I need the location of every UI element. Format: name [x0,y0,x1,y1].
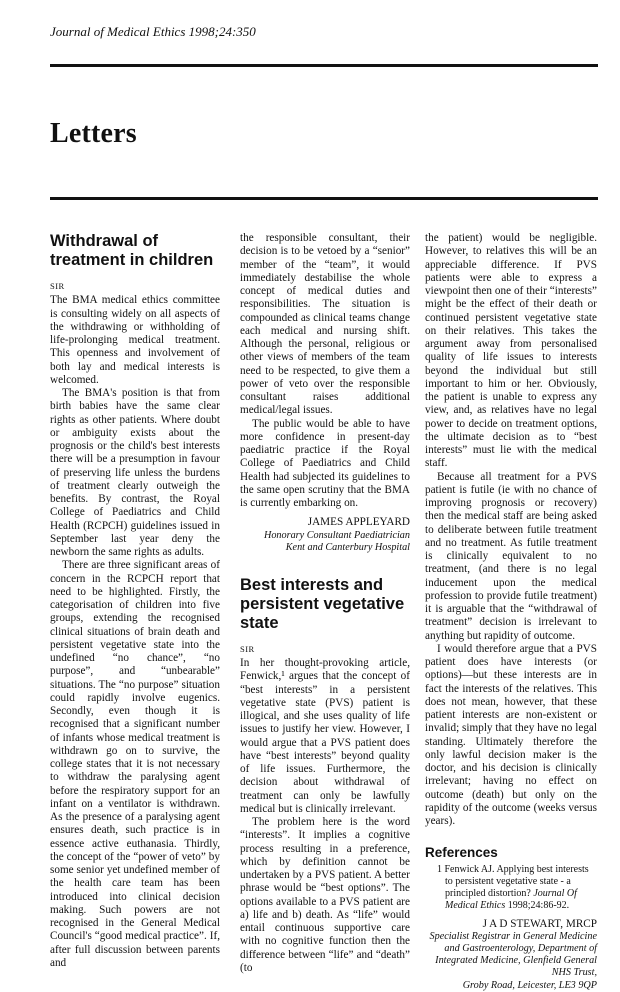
reference-item [425,864,597,912]
letter2-paragraph: The problem here is the word “interests”. It implies a cognitive process resulting in a preference, which by definition cannot be undertaken by a PVS patient. A better phrase would be “best options”. The options available to a PVS patient are a) life and b) death. As “life” would entail continuous supportive care with no cognitive function then the difference between “life” and “death” (to [240,816,410,974]
letter2-salutation: SIR [240,643,255,654]
journal-header: Journal of Medical Ethics 1998;24:350 [50,24,256,39]
letter1-paragraph: The BMA's position is that from birth babies have the same clear rights as other patients. Where doubt or ambiguity exists about the prognosis or the child's best interests there will be a presumption in favour of preserving life unless the burdens of treatment clearly outweigh the benefits. By contrast, the Royal College of Paediatrics and Child Health (RCPCH) guidelines issued in September last year deny the newborn the same rights as adults. [50,387,220,558]
letter1-paragraph: The public would be able to have more confidence in present-day paediatric practice if the Royal College of Paediatrics and Child Health had subjected its guidelines to the same open scrutiny that the BMA is currently embarking on. [240,417,410,509]
letter2-author-name: J A D STEWART, MRCP [482,917,597,930]
letter1-author-role: Honorary Consultant Paediatrician [263,529,410,541]
letter1-paragraph: The BMA medical ethics committee is consulting widely on all aspects of the withdrawing or withholding of life-prolonging medical treatment. This openness and involvement of both lay and medical interests is welcomed. [50,294,220,386]
letter2-paragraph: I would therefore argue that a PVS patient does have interests (or options)—but these interests are in fact the interests of the relatives. This does not mean, however, that these patient interests are non-existent or invalid; simply that they have no legal standing. Ultimately therefore the only lawful decision maker is the doctor, and his decision is clinically irrelevant; having no effect on outcome (death) but only on the rapidity of the outcome (weeks versus years). [425,642,597,827]
letter2-paragraph: Because all treatment for a PVS patient is futile (ie with no chance of improving prognosis or recovery) then the medical staff are being asked to deliberate between futile treatment and no treatment. As futile treatment is clinically equivalent to no treatment, (and there is no legal inducement upon the medical profession to provide futile treatment) it is arguable that the “withdrawal of treatment” decision is irrelevant to anything but rapidity of outcome. [425,470,597,642]
top-rule [50,64,598,67]
letter1-author-place: Kent and Canterbury Hospital [285,541,410,553]
references-heading: References [425,845,498,861]
letter1-paragraph: There are three significant areas of concern in the RCPCH report that need to be highlighted. Firstly, the categorisation of children into five groups, extending the recognised clinical situations of brain death and persistent vegetative state into the undefined “no chance”, “no purpose”, and “unbearable” situations. The “no purpose” situation could rapidly involve eugenics. Secondly, even though it is recognised that a significant number of infants whose medical treatment is withdrawn go on to survive, the college states that it is not necessary to withdraw the paralysing agent before the respiratory support for an infant on a ventilator is withdrawn. As the presence of a paralysing agent ensures death, such practice is in essence active euthanasia. Thirdly, the concept of the “power of veto” by some senior yet undefined member of the health care team has been introduced into clinical decision making. Such powers are not recognised in the General Medical Council's “good medical practice”. If, after full discussion between parents and [50,559,220,969]
letter1-title: Withdrawal of treatment in children [50,232,214,269]
letter1-author-name: JAMES APPLEYARD [307,516,410,529]
section-title: Letters [50,118,137,149]
column-2 [240,232,410,975]
column-1 [50,232,220,970]
reference-journal: Journal Of Medical Ethics [445,887,577,911]
letter2-author-role: Specialist Registrar in General Medicine and Gastroenterology, Department of Integrated Medicine, Glenfield General NHS Trust, [429,930,597,979]
letter2-title: Best interests and persistent vegetative state [240,575,405,632]
letter2-paragraph: In her thought-provoking article, Fenwick,¹ argues that the concept of “best interests” in a persistent vegetative state (PVS) patient is illogical, and she uses quality of life issues to justify her view. However, I would argue that a PVS patient does have “best interests” beyond quality of life issues. Furthermore, the decision about withdrawal of treatment can only be lawfully medical but is clinically irrelevant. [240,657,410,815]
letter2-author-place: Groby Road, Leicester, LE3 9QP [462,979,597,991]
reference-citation: 1998;24:86-92. [505,899,570,911]
section-rule [50,197,598,200]
reference-text: 1 Fenwick AJ. Applying best interests to persistent vegetative state - a principled distortion? [437,863,589,899]
letter1-salutation: SIR [50,281,65,291]
column-3 [425,232,597,992]
letter2-paragraph: the patient) would be negligible. However, to relatives this will be an appreciable difference. If PVS patients were able to express a viewpoint then one of their “interests” might be the effect of their death or continued persistent vegetative state on their relatives. This takes the argument away from personalised quality of life issues to interests beyond the individual but still important to him or her. Obviously, the patient is unable to express any view, and, as relatives have no legal power to decide on treatment options, the ultimate decision as to “best interests” must lie with the medical staff. [425,232,597,470]
letter1-paragraph: the responsible consultant, their decision is to be vetoed by a “senior” member of the “team”, it would immediately destabilise the whole concept of medical duties and responsibilities. The situation is compounded as clinical teams change each medical and nursing shift. Although the personal, religious or other views of members of the team need to be respected, to give them a power of veto over the responsible consultant raises additional medical/legal issues. [240,232,410,417]
